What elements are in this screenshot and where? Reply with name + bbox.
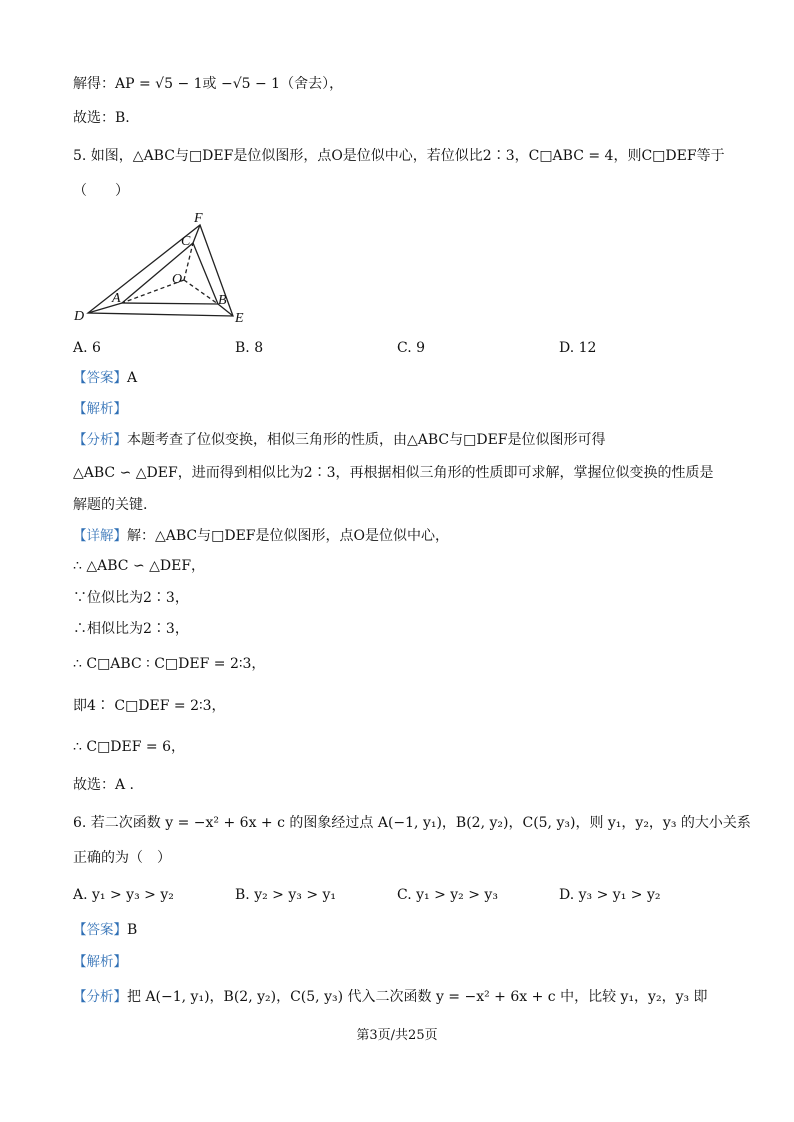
detail-text: 解：△ABC与□DEF是位似图形，点O是位似中心，: [127, 528, 449, 544]
label-f: F: [194, 211, 203, 226]
page-footer: 第3页/共25页: [356, 1028, 438, 1043]
step-7: 故选：A .: [73, 777, 135, 793]
step-5: 即4∶ C□DEF = 2∶3，: [73, 698, 226, 714]
question-5-paren: （ ）: [73, 183, 129, 199]
fenxi-text: 本题考查了位似变换，相似三角形的性质，由△ABC与□DEF是位似图形可得: [127, 432, 606, 448]
label-e: E: [235, 311, 244, 326]
fenxi-row: [73, 430, 606, 450]
step-4: ∴ C□ABC ∶ C□DEF = 2∶3，: [73, 656, 266, 672]
answer-tag: 【答案】: [73, 370, 127, 386]
answer-row-6: [73, 920, 137, 940]
answer-value: A: [127, 370, 138, 386]
fenxi-tag: 【分析】: [73, 432, 127, 448]
fenxi-row-6: [73, 987, 708, 1007]
step-6: ∴ C□DEF = 6，: [73, 739, 185, 755]
option-c[interactable]: C. y₁ > y₂ > y₃: [397, 887, 498, 903]
option-c[interactable]: C. 9: [397, 340, 426, 356]
choice-line: 故选：B.: [73, 110, 130, 126]
fenxi-text: 把 A(−1, y₁)，B(2, y₂)，C(5, y₃) 代入二次函数 y = −x² + 6x + c 中，比较 y₁，y₂，y₃ 即: [127, 989, 708, 1005]
option-b[interactable]: B. 8: [235, 340, 264, 356]
analysis-tag: 【解析】: [73, 954, 127, 970]
fenxi-text-2: △ABC ∽ △DEF，进而得到相似比为2∶3，再根据相似三角形的性质即可求解，掌握位似变换的性质是: [73, 465, 714, 481]
step-2: ∵位似比为2∶3，: [73, 590, 189, 606]
analysis-row: [73, 399, 127, 419]
answer-tag: 【答案】: [73, 922, 127, 938]
question-5-stem: 5. 如图，△ABC与□DEF是位似图形，点O是位似中心，若位似比2∶3，C□ABC = 4，则C□DEF等于: [73, 148, 725, 164]
label-d: D: [74, 309, 85, 324]
answer-row: [73, 368, 137, 388]
detail-tag: 【详解】: [73, 528, 127, 544]
detail-row: [73, 526, 449, 546]
similar-triangles-figure: [70, 208, 270, 328]
option-a[interactable]: A. y₁ > y₃ > y₂: [73, 887, 174, 903]
fenxi-tag: 【分析】: [73, 989, 127, 1005]
step-3: ∴相似比为2∶3，: [73, 621, 189, 637]
answer-value: B: [127, 922, 138, 938]
label-a: A: [112, 291, 121, 306]
option-b[interactable]: B. y₂ > y₃ > y₁: [235, 887, 337, 903]
analysis-row-6: [73, 952, 127, 972]
question-6-stem: 6. 若二次函数 y = −x² + 6x + c 的图象经过点 A(−1, y₁)，B(2, y₂)，C(5, y₃)，则 y₁，y₂，y₃ 的大小关系: [73, 815, 751, 831]
label-b: B: [218, 293, 227, 308]
analysis-tag: 【解析】: [73, 401, 127, 417]
step-1: ∴ △ABC ∽ △DEF，: [73, 558, 206, 574]
option-d[interactable]: D. 12: [559, 340, 597, 356]
option-a[interactable]: A. 6: [73, 340, 101, 356]
label-c: C: [181, 234, 191, 249]
solution-line: 解得：AP = √5 − 1或 −√5 − 1（舍去），: [73, 76, 344, 92]
fenxi-text-3: 解题的关键.: [73, 497, 148, 513]
label-o: O: [172, 272, 183, 287]
option-d[interactable]: D. y₃ > y₁ > y₂: [559, 887, 661, 903]
triangle-abc: [122, 243, 218, 304]
question-6-stem-2: 正确的为（ ）: [73, 850, 171, 866]
